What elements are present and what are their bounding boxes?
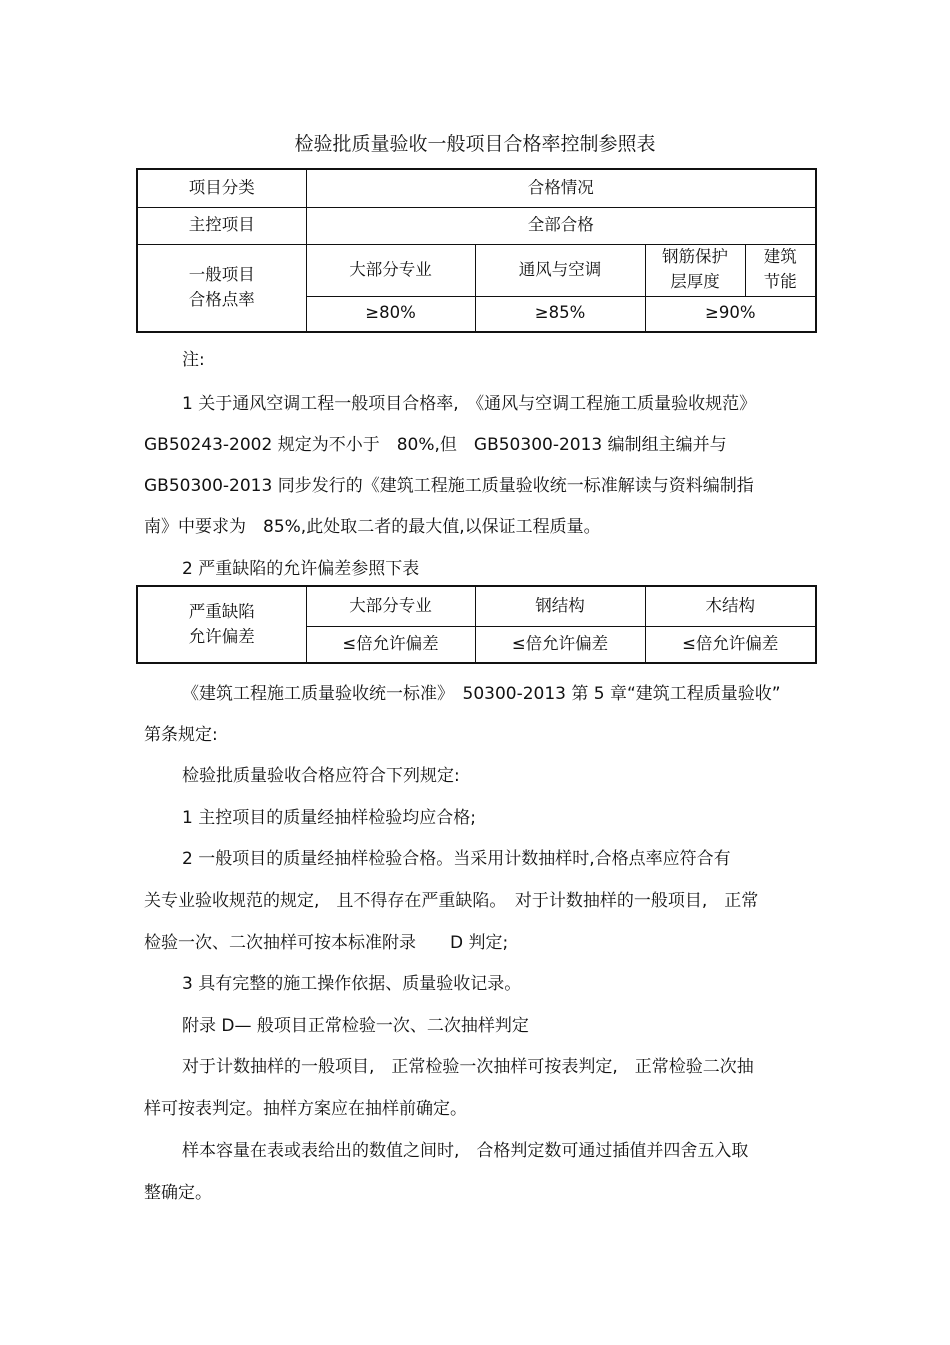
table-cell: 合格情况 [306, 169, 816, 207]
table-cell: 项目分类 [137, 169, 306, 207]
cell-line: 节能 [763, 272, 797, 291]
qualification-rate-table [136, 168, 817, 333]
table-cell: ≥90% [645, 296, 816, 332]
note-line: 2 严重缺陷的允许偏差参照下表 [182, 559, 420, 579]
paragraph-line: 检验批质量验收合格应符合下列规定: [182, 766, 460, 786]
table-cell [745, 244, 816, 296]
note-line: GB50300-2013 同步发行的《建筑工程施工质量验收统一标准解读与资料编制指 [144, 476, 754, 496]
table-cell [137, 244, 306, 332]
paragraph-line: 样可按表判定。抽样方案应在抽样前确定。 [144, 1099, 467, 1119]
paragraph-line: 整确定。 [144, 1183, 212, 1203]
table-row [137, 207, 816, 244]
paragraph-line: 2 一般项目的质量经抽样检验合格。当采用计数抽样时,合格点率应符合有 [182, 849, 731, 869]
note-line: 南》中要求为 85%,此处取二者的最大值,以保证工程质量。 [144, 517, 601, 537]
note-line: GB50243-2002 规定为不小于 80%,但 GB50300-2013 编制组主编并与 [144, 435, 727, 455]
note-label: 注: [182, 350, 205, 370]
paragraph-line: 第条规定: [144, 725, 218, 745]
table-cell: ≤倍允许偏差 [306, 626, 475, 663]
cell-line: 层厚度 [670, 272, 720, 291]
defect-tolerance-table [136, 585, 817, 664]
table-row [137, 169, 816, 207]
paragraph-line: 对于计数抽样的一般项目, 正常检验一次抽样可按表判定, 正常检验二次抽 [182, 1057, 754, 1077]
paragraph-line: 《建筑工程施工质量验收统一标准》 50300-2013 第 5 章“建筑工程质量验收” [182, 684, 781, 704]
paragraph-line: 1 主控项目的质量经抽样检验均应合格; [182, 808, 476, 828]
paragraph-line: 关专业验收规范的规定, 且不得存在严重缺陷。 对于计数抽样的一般项目, 正常 [144, 891, 759, 911]
table-cell: ≤倍允许偏差 [645, 626, 816, 663]
table-cell: ≥80% [306, 296, 475, 332]
cell-line: 允许偏差 [188, 626, 255, 646]
paragraph-line: 附录 D— 般项目正常检验一次、二次抽样判定 [182, 1016, 529, 1036]
cell-line: 一般项目 [188, 265, 255, 284]
paragraph-line: 3 具有完整的施工操作依据、质量验收记录。 [182, 974, 522, 994]
paragraph-line: 样本容量在表或表给出的数值之间时, 合格判定数可通过插值并四舍五入取 [182, 1141, 749, 1161]
table-row [137, 244, 816, 296]
paragraph-line: 检验一次、二次抽样可按本标准附录 D 判定; [144, 933, 509, 953]
table-cell: 大部分专业 [306, 586, 475, 626]
table-cell: 通风与空调 [475, 244, 645, 296]
cell-line: 建筑 [763, 247, 797, 267]
note-line: 1 关于通风空调工程一般项目合格率, 《通风与空调工程施工质量验收规范》 [182, 394, 757, 414]
table-cell: 木结构 [645, 586, 816, 626]
table-cell: 钢结构 [475, 586, 645, 626]
table-cell: 全部合格 [306, 207, 816, 244]
table-cell: ≤倍允许偏差 [475, 626, 645, 663]
cell-line: 严重缺陷 [188, 601, 255, 621]
table-cell: ≥85% [475, 296, 645, 332]
table-cell [645, 244, 745, 296]
table-cell [137, 586, 306, 663]
table-row [137, 586, 816, 626]
cell-line: 合格点率 [188, 289, 255, 309]
table-cell: 主控项目 [137, 207, 306, 244]
table-cell: 大部分专业 [306, 244, 475, 296]
page-title: 检验批质量验收一般项目合格率控制参照表 [294, 133, 656, 155]
cell-line: 钢筋保护 [662, 247, 728, 267]
